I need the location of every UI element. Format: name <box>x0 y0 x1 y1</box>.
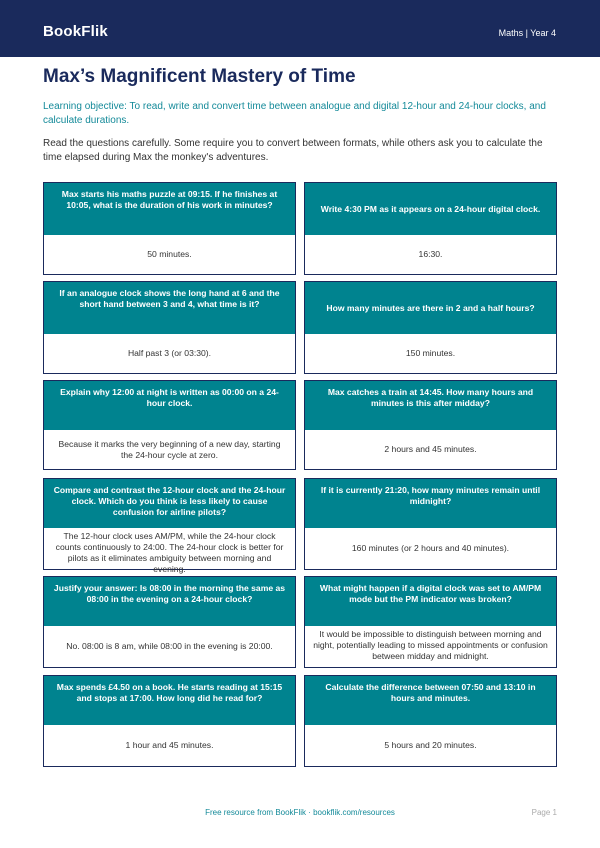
card-answer: 5 hours and 20 minutes. <box>384 740 477 750</box>
card-answer: 160 minutes (or 2 hours and 40 minutes). <box>351 543 510 553</box>
card-answer: 16:30. <box>418 249 443 259</box>
question-card <box>43 675 296 767</box>
card-answer: The 12-hour clock uses AM/PM, while the 24-hour clock counts continuously to 24:00. The 24-hour clock is better for pilots as it eliminates ambiguity between morning and evening. <box>55 531 284 574</box>
card-answer: 1 hour and 45 minutes. <box>125 740 214 750</box>
card-answer: Half past 3 (or 03:30). <box>127 348 212 358</box>
question-card <box>304 281 557 374</box>
header-bar <box>0 0 600 57</box>
card-question: Compare and contrast the 12-hour clock and the 24-hour clock. Which do you think is less likely to cause confusion for airline pilots? <box>44 479 295 528</box>
card-answer: No. 08:00 is 8 am, while 08:00 in the evening is 20:00. <box>66 641 273 651</box>
page-title: Max’s Magnificent Mastery of Time <box>43 66 356 87</box>
instructions: Read the questions carefully. Some require you to convert between formats, while others ask you to calculate the time elapsed during Max the monkey's adventures. <box>43 138 543 163</box>
page-number: Page 1 <box>531 808 557 817</box>
question-card <box>43 576 296 668</box>
question-card <box>43 281 296 374</box>
card-question: What might happen if a digital clock was set to AM/PM mode but the PM indicator was broken? <box>305 577 556 626</box>
card-answer: 150 minutes. <box>405 348 456 358</box>
card-answer: It would be impossible to distinguish between morning and night, potentially leading to missed appointments or confusion between midday and midnight. <box>313 629 548 661</box>
card-question: Max catches a train at 14:45. How many hours and minutes is this after midday? <box>305 381 556 430</box>
question-card <box>304 478 557 570</box>
learning-objective: Learning objective: To read, write and convert time between analogue and digital 12-hour and 24-hour clocks, and calculate durations. <box>43 101 546 126</box>
question-card <box>304 675 557 767</box>
card-question: How many minutes are there in 2 and a half hours? <box>305 282 556 334</box>
card-question: Justify your answer: Is 08:00 in the morning the same as 08:00 in the evening on a 24-hour clock? <box>44 577 295 626</box>
question-card <box>43 478 296 574</box>
question-card <box>304 576 557 668</box>
card-question: Explain why 12:00 at night is written as 00:00 on a 24-hour clock. <box>44 381 295 430</box>
question-card <box>304 182 557 275</box>
card-question: Max spends £4.50 on a book. He starts reading at 15:15 and stops at 17:00. How long did he read for? <box>44 676 295 725</box>
card-question: Max starts his maths puzzle at 09:15. If he finishes at 10:05, what is the duration of his work in minutes? <box>44 183 295 235</box>
card-question: If an analogue clock shows the long hand at 6 and the short hand between 3 and 4, what time is it? <box>44 282 295 334</box>
card-answer: 2 hours and 45 minutes. <box>384 444 477 454</box>
footer-link[interactable]: Free resource from BookFlik · bookflik.com/resources <box>205 808 395 817</box>
card-answer: Because it marks the very beginning of a new day, starting the 24-hour cycle at zero. <box>58 438 281 460</box>
card-question: If it is currently 21:20, how many minutes remain until midnight? <box>305 479 556 528</box>
question-card <box>304 380 557 470</box>
card-answer: 50 minutes. <box>147 249 192 259</box>
question-card <box>43 182 296 275</box>
card-question: Calculate the difference between 07:50 and 13:10 in hours and minutes. <box>305 676 556 725</box>
card-question: Write 4:30 PM as it appears on a 24-hour digital clock. <box>305 183 556 235</box>
breadcrumb: Maths | Year 4 <box>498 28 556 38</box>
brand-logo[interactable]: BookFlik <box>43 23 108 40</box>
question-card <box>43 380 296 470</box>
